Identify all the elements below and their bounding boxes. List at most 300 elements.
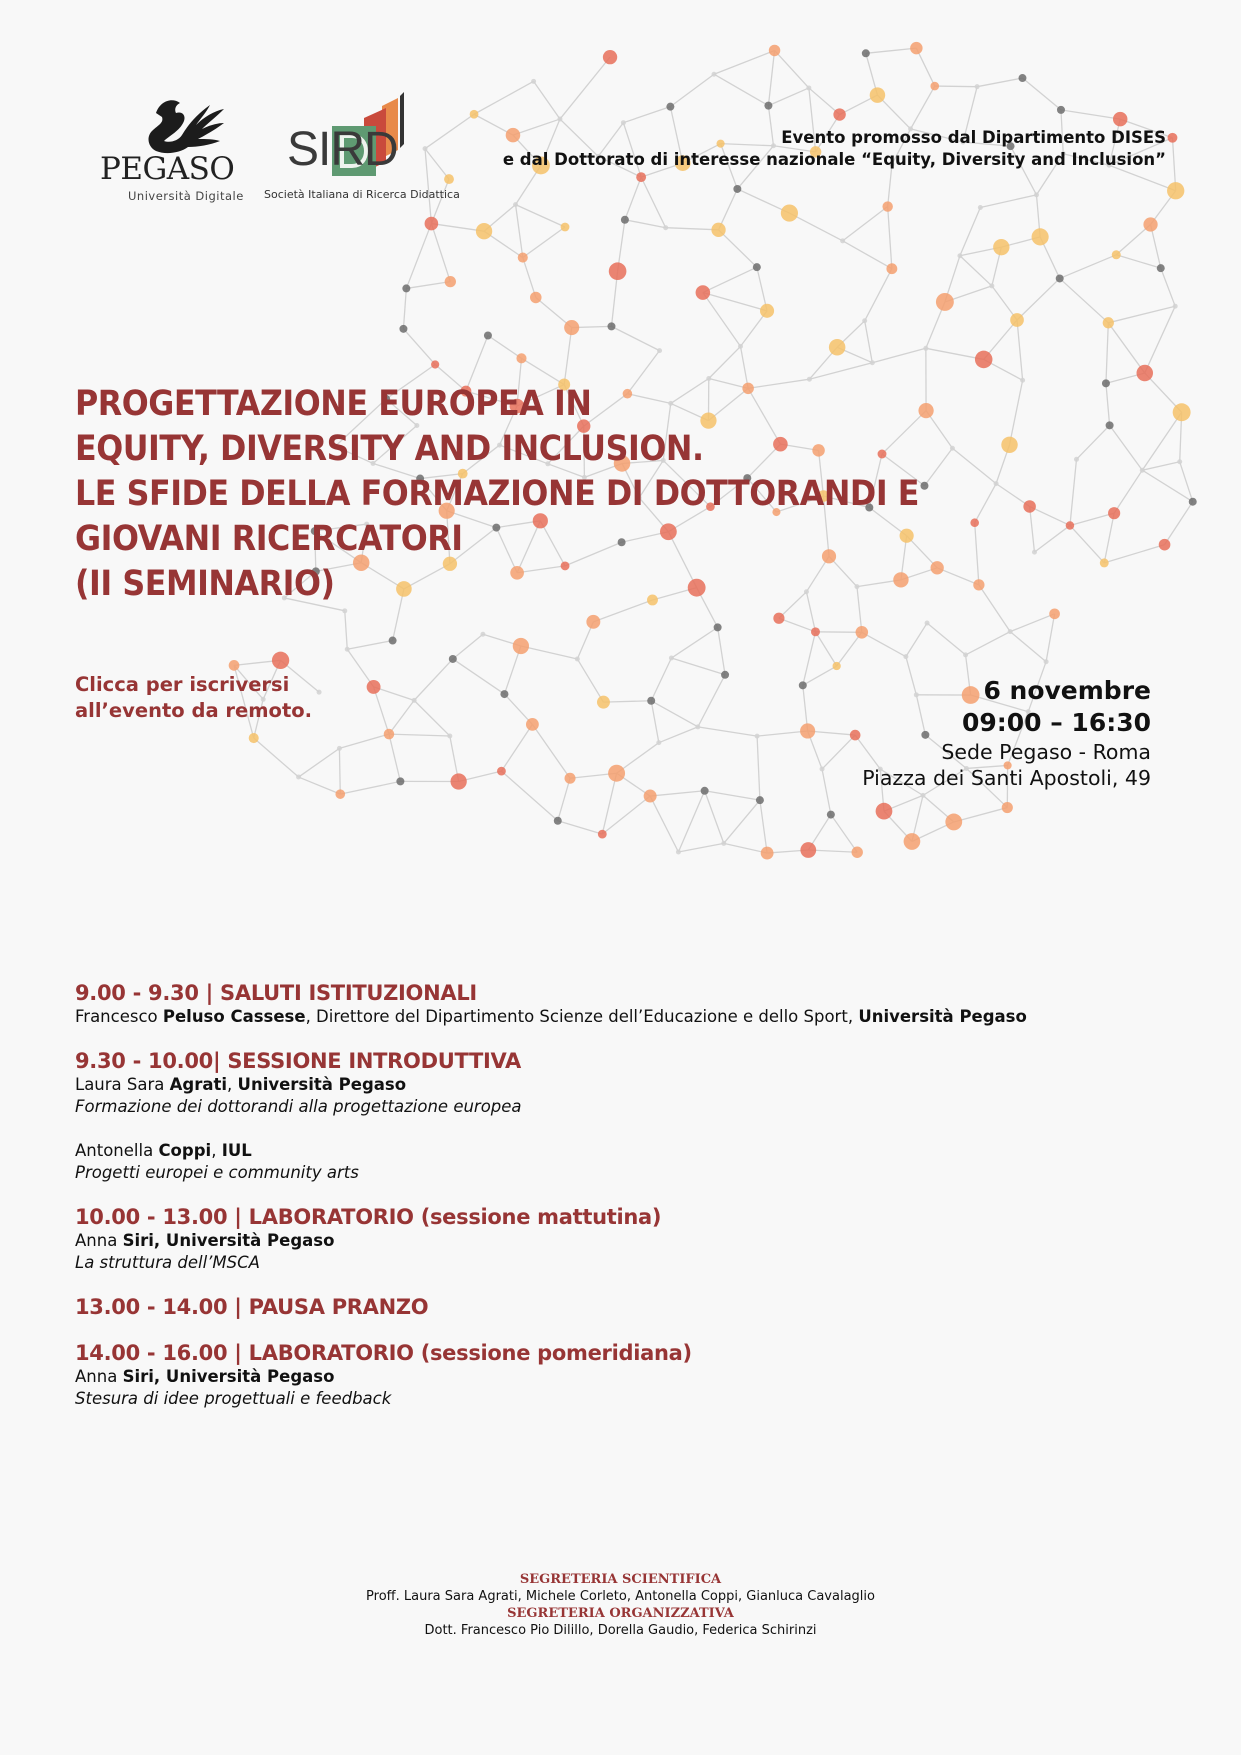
network-edge [865, 321, 873, 363]
network-edge [916, 48, 934, 86]
network-node [431, 360, 439, 368]
event-address: Piazza dei Santi Apostoli, 49 [862, 766, 1151, 790]
network-edge [1108, 306, 1175, 323]
network-node [781, 205, 798, 222]
speaker-affiliation: Università Pegaso [165, 1367, 335, 1386]
network-edge [1165, 502, 1193, 545]
network-edge [714, 74, 768, 105]
network-edge [862, 632, 906, 656]
network-node [1023, 500, 1036, 513]
network-node [656, 740, 661, 745]
network-node [862, 318, 867, 323]
network-edge [698, 675, 725, 727]
speaker-role: , [153, 1231, 166, 1250]
title-line: PROGETTAZIONE EUROPEA IN [75, 384, 592, 424]
network-node [1032, 550, 1037, 555]
network-edge [926, 348, 984, 359]
network-edge [650, 791, 705, 796]
network-node [1103, 317, 1114, 328]
network-node [963, 652, 968, 657]
network-node [647, 697, 655, 705]
network-edge [670, 74, 714, 106]
network-node [829, 339, 846, 356]
secretariat-footer [0, 1571, 1241, 1639]
network-edge [709, 346, 741, 378]
network-edge [403, 288, 406, 328]
speaker-first-name: Antonella [75, 1141, 159, 1160]
talk-title: Stesura di idee progettuali e feedback [75, 1389, 392, 1408]
network-node [1002, 802, 1013, 813]
network-node [1032, 228, 1049, 245]
speaker-line [75, 1074, 1175, 1096]
network-node [480, 632, 485, 637]
network-node [852, 847, 863, 858]
network-node [870, 87, 886, 103]
network-edge [779, 618, 816, 632]
network-node [910, 42, 922, 54]
network-edge [1017, 278, 1060, 320]
session-heading: 9.00 - 9.30 | SALUTI ISTITUZIONALI [75, 981, 477, 1005]
network-edge [339, 748, 340, 794]
network-node [513, 202, 518, 207]
network-node [597, 696, 610, 709]
network-edge [678, 843, 723, 852]
network-edge [705, 791, 724, 844]
network-node [811, 627, 820, 636]
network-edge [414, 659, 453, 700]
network-node [586, 615, 600, 629]
network-node [800, 723, 815, 738]
network-node [335, 789, 345, 799]
network-node [561, 223, 570, 232]
network-node [598, 830, 607, 839]
network-edge [979, 585, 1010, 632]
network-edge [611, 326, 659, 350]
network-edge [1060, 278, 1109, 322]
network-node [451, 773, 467, 789]
network-edge [843, 241, 892, 269]
network-node [621, 120, 626, 125]
network-edge [414, 700, 450, 736]
network-node [945, 814, 962, 831]
network-edge [719, 230, 757, 267]
network-node [1066, 521, 1075, 530]
network-edge [724, 843, 767, 853]
program-session [75, 980, 1175, 1028]
network-node [712, 72, 717, 77]
network-node [1001, 437, 1017, 453]
network-node [970, 518, 979, 527]
spacer [75, 1118, 1175, 1140]
network-edge [837, 632, 862, 666]
title-line: LE SFIDE DELLA FORMAZIONE DI DOTTORANDI E [75, 474, 919, 514]
network-edge [768, 50, 774, 105]
network-edge [1145, 306, 1175, 373]
network-edge [651, 701, 698, 727]
network-edge [809, 363, 872, 379]
network-node [931, 561, 944, 574]
network-node [1157, 264, 1165, 272]
network-node [531, 79, 536, 84]
network-edge [1061, 110, 1120, 119]
pegaso-logo [98, 95, 244, 205]
network-node [476, 223, 492, 239]
network-edge [703, 293, 741, 347]
network-node [1140, 468, 1145, 473]
network-edge [960, 207, 980, 255]
network-edge [474, 81, 534, 114]
network-node [806, 85, 811, 90]
event-info [862, 675, 1151, 791]
network-edge [1010, 632, 1046, 662]
network-edge [1070, 525, 1104, 562]
network-node [402, 284, 410, 292]
network-node [644, 790, 657, 803]
network-node [1108, 507, 1120, 519]
network-edge [671, 627, 717, 658]
network-node [1177, 459, 1182, 464]
network-node [513, 638, 529, 654]
network-node [733, 185, 741, 193]
network-edge [521, 646, 577, 659]
speaker-role: , Direttore del Dipartimento Scienze dell’Educazione e dello Sport, [305, 1007, 859, 1026]
network-node [607, 322, 615, 330]
network-node [1049, 608, 1060, 619]
network-edge [347, 641, 392, 650]
network-edge [822, 735, 855, 769]
network-edge [843, 207, 888, 241]
network-node [807, 377, 812, 382]
speaker-last-name: Siri [122, 1231, 154, 1250]
network-node [756, 796, 764, 804]
network-node [621, 216, 629, 224]
network-node [345, 647, 350, 652]
network-edge [975, 523, 979, 585]
network-node [554, 817, 562, 825]
network-node [920, 482, 928, 490]
network-edge [927, 623, 965, 655]
session-heading: 9.30 - 10.00| SESSIONE INTRODUTTIVA [75, 1049, 521, 1073]
network-edge [558, 821, 603, 834]
network-edge [703, 267, 757, 292]
network-node [1057, 106, 1065, 114]
network-edge [952, 448, 996, 483]
network-edge [299, 777, 341, 794]
network-node [903, 654, 908, 659]
network-node [399, 325, 407, 333]
network-edge [1017, 320, 1023, 380]
network-edge [1010, 380, 1023, 445]
network-node [1159, 539, 1171, 551]
network-edge [760, 800, 767, 853]
network-node [876, 803, 893, 820]
network-node [516, 353, 526, 363]
network-node [1034, 192, 1039, 197]
network-edge [911, 86, 935, 129]
network-edge [1046, 614, 1054, 662]
network-node [296, 775, 301, 780]
network-edge [431, 224, 450, 282]
network-edge [906, 623, 927, 657]
network-edge [768, 88, 808, 106]
speaker-role: , [211, 1141, 222, 1160]
network-edge [651, 701, 659, 743]
network-edge [815, 632, 836, 666]
network-node [1056, 274, 1064, 282]
network-node [975, 84, 980, 89]
pegaso-subtitle: Università Digitale [128, 189, 244, 203]
network-node [447, 733, 452, 738]
network-edge [558, 778, 570, 820]
title-line: GIOVANI RICERCATORI [75, 519, 463, 559]
network-node [773, 613, 784, 624]
network-edge [389, 734, 450, 736]
network-edge [453, 634, 483, 659]
network-edge [678, 791, 704, 852]
network-node [904, 833, 921, 850]
network-node [497, 767, 506, 776]
network-edge [1076, 425, 1109, 459]
network-edge [872, 348, 926, 362]
network-edge [803, 632, 816, 685]
network-edge [1034, 525, 1069, 552]
network-node [840, 238, 845, 243]
network-node [1173, 403, 1191, 421]
network-node [1018, 74, 1026, 82]
network-node [229, 660, 240, 671]
session-heading: 10.00 - 13.00 | LABORATORIO (sessione mattutina) [75, 1205, 662, 1229]
network-edge [698, 727, 757, 736]
network-node [1102, 379, 1110, 387]
speaker-role: , [227, 1075, 238, 1094]
scientific-secretariat-names: Proff. Laura Sara Agrati, Michele Corleto, Antonella Coppi, Gianluca Cavalaglio [366, 1589, 875, 1604]
network-node [856, 626, 869, 639]
network-edge [822, 769, 831, 815]
network-node [973, 579, 984, 590]
speaker-last-name: Siri [122, 1367, 154, 1386]
network-node [701, 787, 709, 795]
network-edge [523, 258, 536, 298]
network-node [764, 102, 772, 110]
network-edge [960, 256, 992, 286]
network-node [994, 481, 999, 486]
network-node [738, 344, 743, 349]
network-node [609, 262, 627, 280]
network-edge [803, 666, 837, 685]
network-node [833, 108, 845, 120]
network-node [714, 623, 722, 631]
network-edge [865, 269, 892, 321]
program-schedule [75, 980, 1175, 1430]
pegaso-wordmark: PEGASO [100, 151, 235, 187]
network-edge [1070, 513, 1114, 525]
speaker-line [75, 1230, 1175, 1252]
network-node [384, 729, 395, 740]
network-edge [534, 81, 560, 119]
network-node [575, 656, 580, 661]
network-node [975, 351, 993, 369]
program-session [75, 1340, 1175, 1410]
network-node [921, 793, 926, 798]
network-node [721, 841, 726, 846]
network-node [862, 49, 870, 57]
network-edge [1114, 470, 1142, 513]
network-edge [1142, 470, 1192, 501]
network-edge [714, 50, 775, 74]
network-node [636, 172, 646, 182]
network-node [957, 253, 962, 258]
register-remote-link[interactable] [75, 672, 312, 724]
network-node [833, 662, 841, 670]
network-node [663, 225, 668, 230]
network-node [706, 376, 711, 381]
network-node [425, 217, 439, 231]
network-edge [1142, 412, 1181, 470]
network-node [518, 252, 528, 262]
network-edge [935, 86, 977, 87]
program-session [75, 1294, 1175, 1320]
network-node [557, 117, 562, 122]
network-node [1143, 217, 1157, 231]
network-edge [866, 48, 917, 53]
network-node [918, 403, 933, 418]
network-node [449, 655, 457, 663]
speaker-affiliation: Università Pegaso [858, 1007, 1027, 1026]
network-node [526, 718, 539, 731]
network-node [608, 765, 625, 782]
network-edge [1106, 383, 1110, 425]
network-node [657, 348, 662, 353]
event-promoter-note [503, 127, 1166, 171]
promoter-line-2: e dal Dottorato di interesse nazionale “Equity, Diversity and Inclusion” [502, 150, 1166, 169]
network-node [1189, 498, 1197, 506]
event-title [75, 382, 919, 607]
network-edge [532, 724, 570, 778]
title-line: (II SEMINARIO) [75, 564, 335, 604]
network-node [272, 652, 289, 669]
network-edge [703, 293, 767, 311]
network-edge [403, 329, 435, 365]
sird-wordmark: SIRD [287, 123, 398, 176]
network-node [1113, 112, 1127, 126]
network-node [1044, 659, 1049, 664]
network-node [1100, 558, 1109, 567]
network-edge [831, 815, 857, 853]
network-node [1112, 250, 1121, 259]
network-node [603, 50, 617, 64]
network-node [761, 847, 774, 860]
network-edge [1180, 462, 1193, 502]
network-node [367, 680, 381, 694]
talk-title: Formazione dei dottorandi alla progettazione europea [75, 1097, 522, 1116]
organizing-secretariat-heading: SEGRETERIA ORGANIZZATIVA [507, 1606, 734, 1621]
network-node [1008, 629, 1013, 634]
network-node [470, 110, 479, 119]
network-node [950, 446, 955, 451]
network-edge [389, 700, 414, 734]
network-node [886, 263, 897, 274]
network-node [249, 733, 259, 743]
session-heading: 13.00 - 14.00 | PAUSA PRANZO [75, 1295, 429, 1319]
network-edge [516, 205, 565, 227]
network-edge [406, 282, 450, 289]
network-edge [718, 627, 725, 674]
network-node [669, 656, 674, 661]
network-node [989, 283, 994, 288]
network-edge [888, 207, 892, 269]
speaker-last-name: Coppi [158, 1141, 212, 1160]
talk-title: Progetti europei e community arts [75, 1163, 359, 1182]
network-edge [1010, 614, 1054, 632]
network-edge [521, 358, 564, 384]
network-edge [966, 632, 1011, 655]
speaker-first-name: Laura Sara [75, 1075, 170, 1094]
network-edge [1030, 506, 1070, 525]
network-edge [1161, 268, 1175, 306]
network-node [389, 637, 397, 645]
network-edge [705, 791, 760, 800]
network-edge [641, 177, 666, 228]
network-node [753, 263, 761, 271]
register-link-line-2[interactable]: all’evento da remoto. [75, 699, 313, 722]
network-node [1167, 182, 1184, 199]
event-time: 09:00 – 16:30 [961, 708, 1151, 737]
network-edge [564, 328, 572, 385]
network-node [1168, 133, 1178, 143]
network-node [1074, 457, 1079, 462]
network-node [337, 746, 342, 751]
network-node [695, 724, 700, 729]
program-session [75, 1204, 1175, 1274]
speaker-affiliation: Università Pegaso [165, 1231, 335, 1250]
network-node [666, 103, 674, 111]
network-node [800, 842, 816, 858]
network-edge [724, 800, 760, 843]
network-edge [1060, 255, 1117, 279]
network-node [1136, 365, 1153, 382]
network-edge [523, 227, 565, 258]
speaker-line [75, 1006, 1175, 1028]
network-edge [1030, 506, 1035, 552]
speaker-first-name: Anna [75, 1367, 123, 1386]
network-node [923, 346, 928, 351]
network-node [870, 360, 875, 365]
speaker-last-name: Agrati [169, 1075, 228, 1094]
speaker-last-name: Peluso Cassese [162, 1007, 306, 1026]
event-venue: Sede Pegaso - Roma [941, 740, 1151, 764]
network-edge [737, 189, 789, 213]
network-node [1010, 313, 1024, 327]
network-edge [389, 734, 400, 781]
network-edge [345, 611, 347, 649]
network-node [484, 331, 492, 339]
network-node [1173, 304, 1178, 309]
network-node [978, 205, 983, 210]
network-node [993, 239, 1009, 255]
network-edge [651, 658, 671, 701]
network-edge [623, 107, 670, 123]
network-edge [299, 748, 340, 777]
register-link-line-1[interactable]: Clicca per iscriversi [75, 673, 290, 696]
network-edge [340, 781, 400, 794]
network-edge [1104, 513, 1114, 563]
network-node [1020, 378, 1025, 383]
network-node [676, 850, 681, 855]
network-edge [666, 228, 719, 230]
network-node [721, 671, 729, 679]
session-heading: 14.00 - 16.00 | LABORATORIO (sessione pomeridiana) [75, 1341, 692, 1365]
network-edge [1116, 255, 1161, 268]
